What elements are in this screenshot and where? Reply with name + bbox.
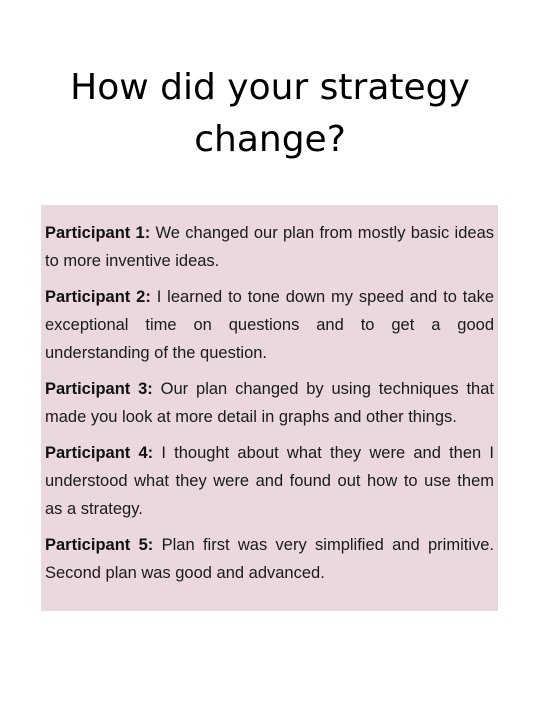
participant-response: I learned to tone down my speed and to take exceptional time on questions and to get a good understanding of the question.: [45, 288, 494, 362]
participant-quote-4: [45, 439, 494, 523]
participant-label: Participant 2:: [45, 288, 151, 306]
participant-label: Participant 4:: [45, 444, 154, 462]
participant-quote-2: [45, 283, 494, 367]
participant-quote-3: [45, 375, 494, 431]
participant-response: Plan first was very simplified and primitive. Second plan was good and advanced.: [45, 536, 494, 582]
participant-label: Participant 5:: [45, 536, 154, 554]
participant-quote-5: [45, 531, 494, 587]
participant-label: Participant 1:: [45, 224, 151, 242]
slide-title: How did your strategy change?: [70, 67, 470, 161]
participant-response: We changed our plan from mostly basic ideas to more inventive ideas.: [45, 224, 494, 270]
participant-quote-1: [45, 219, 494, 275]
participant-response: Our plan changed by using techniques that made you look at more detail in graphs and other things.: [45, 380, 494, 426]
participant-label: Participant 3:: [45, 380, 153, 398]
participant-response: I thought about what they were and then I understood what they were and found out how to use them as a strategy.: [45, 444, 494, 518]
participant-quotes-panel: [41, 205, 498, 611]
